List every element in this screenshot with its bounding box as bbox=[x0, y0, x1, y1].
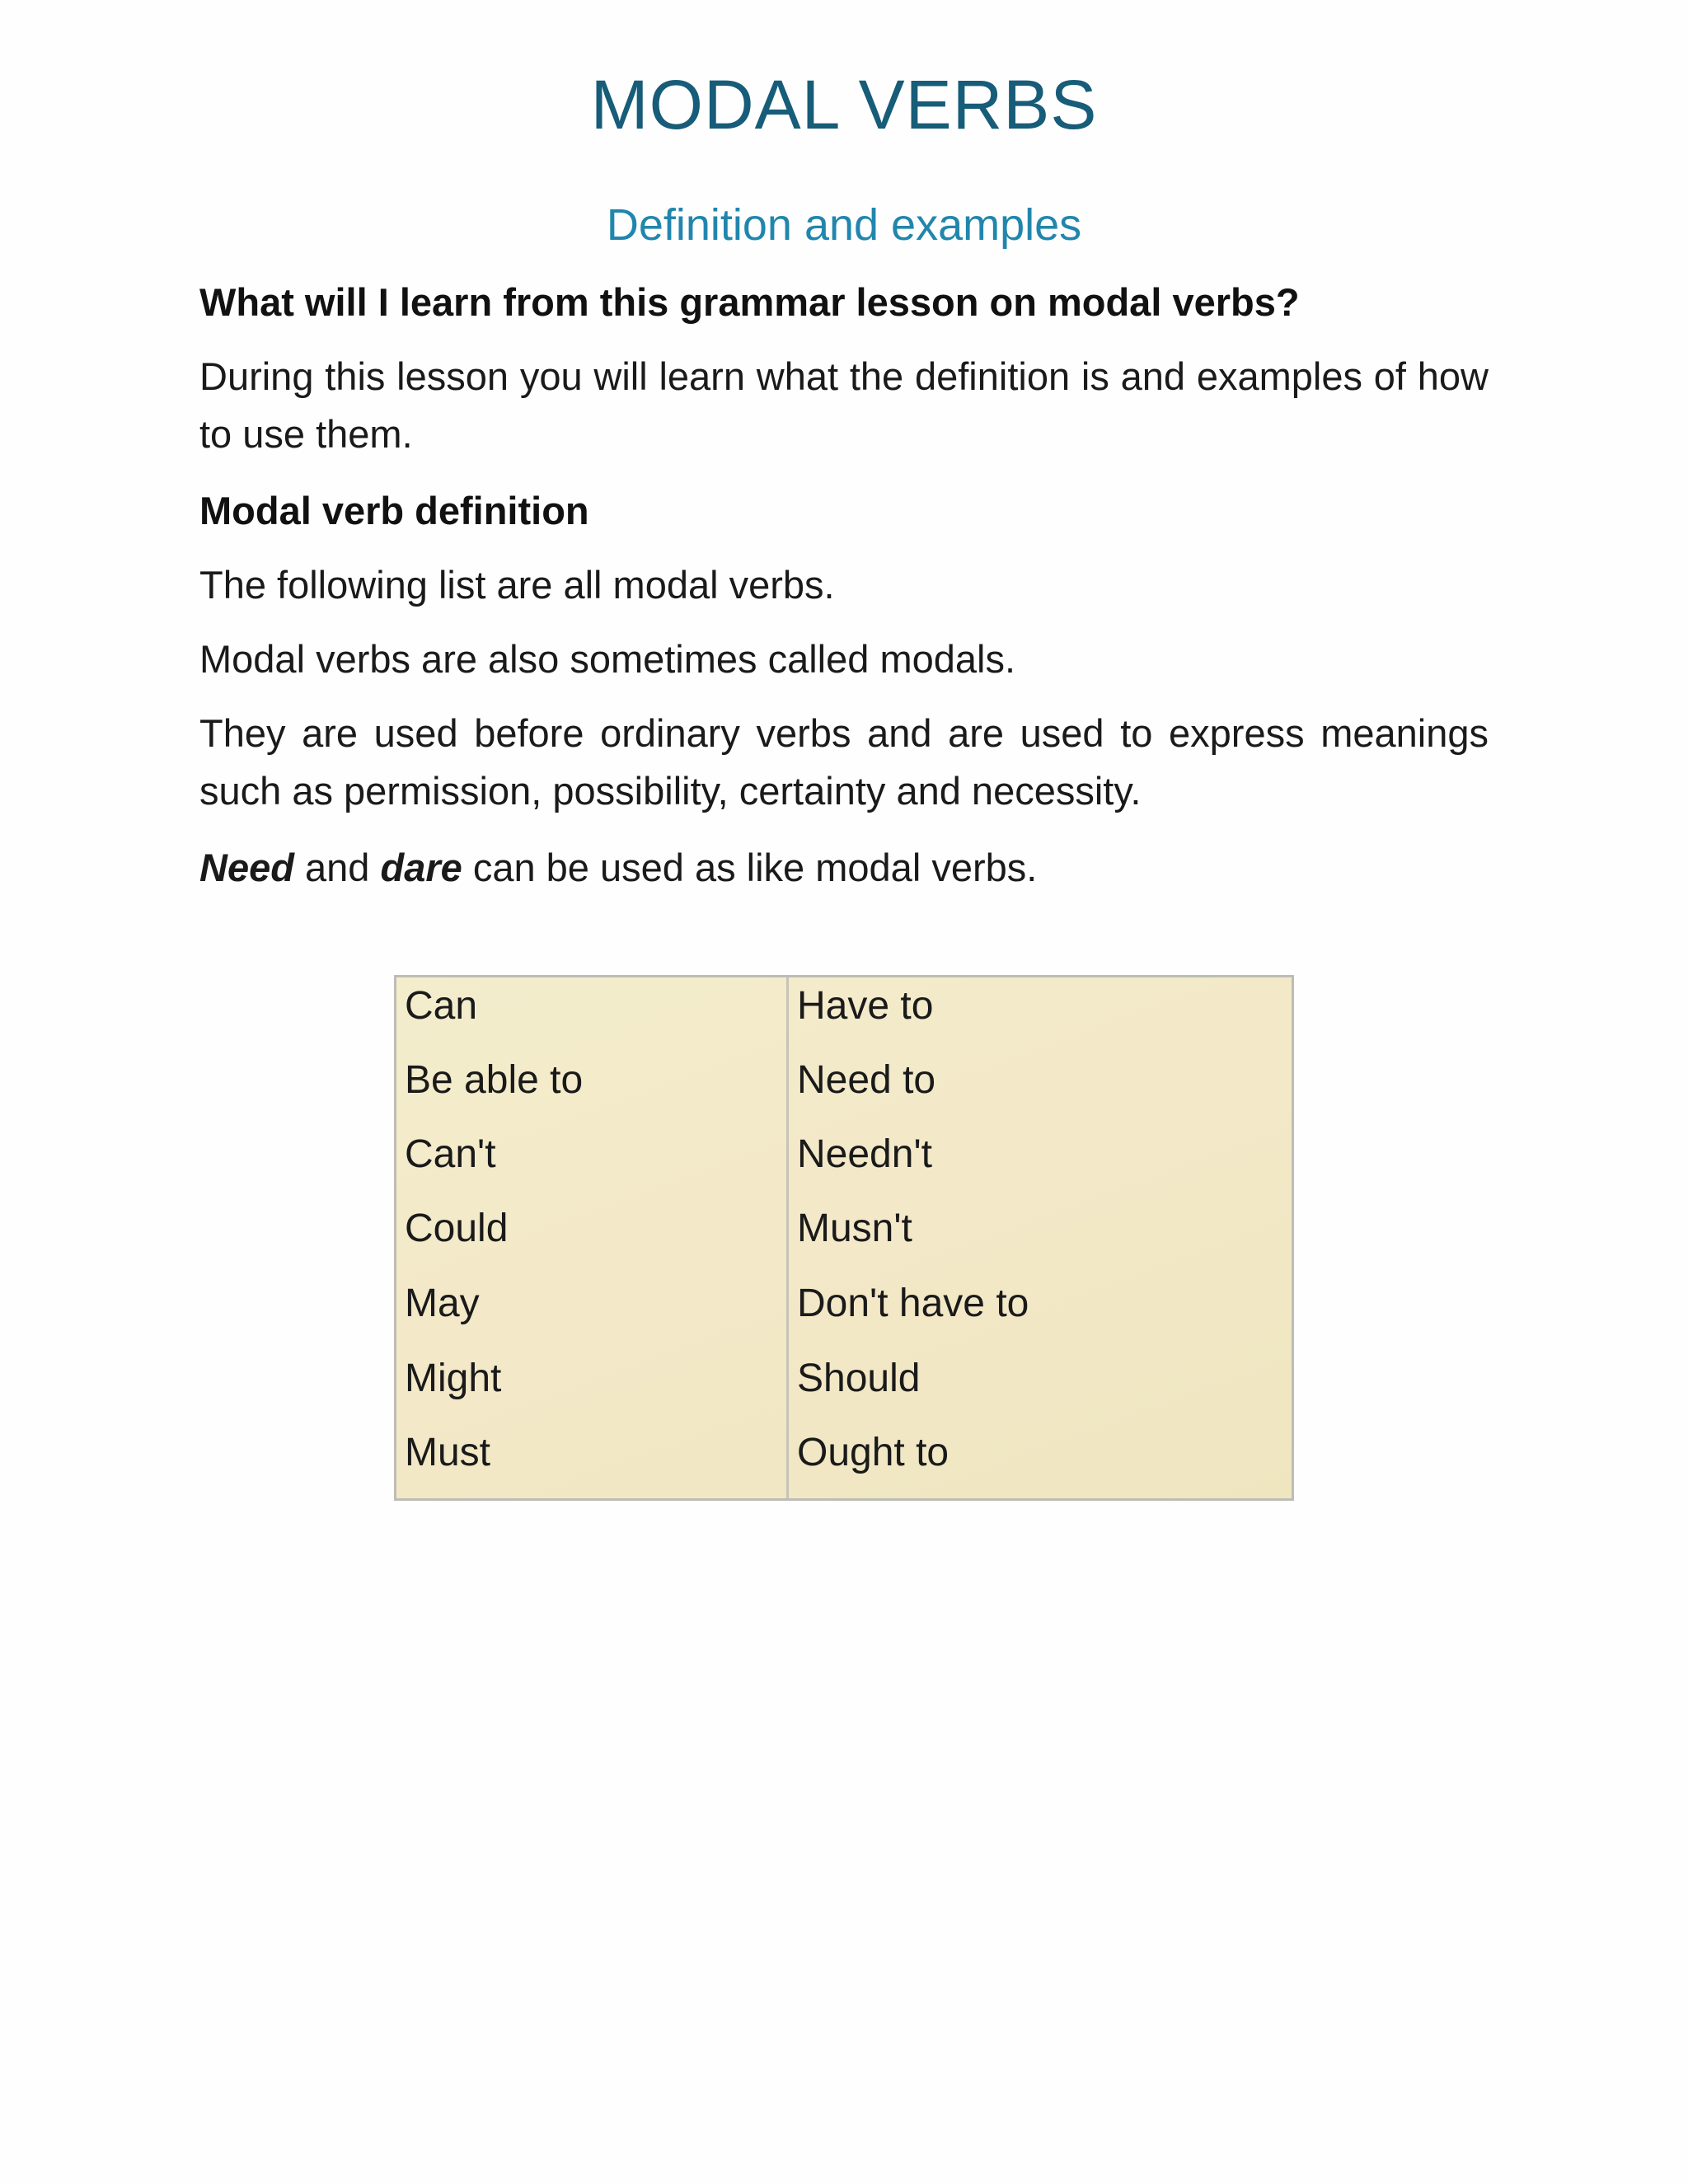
table-cell: Don't have to bbox=[797, 1282, 1029, 1325]
page-title: MODAL VERBS bbox=[590, 66, 1098, 143]
emphasis-need: Need bbox=[199, 846, 294, 889]
definition-paragraph-1: The following list are all modal verbs. bbox=[199, 563, 835, 607]
table-column-right bbox=[789, 977, 1292, 1498]
sentence-rest: can be used as like modal verbs. bbox=[462, 846, 1038, 889]
connector-text: and bbox=[293, 846, 381, 889]
table-cell: Can't bbox=[405, 1132, 496, 1176]
table-cell: Needn't bbox=[797, 1132, 932, 1176]
lesson-intro-paragraph: During this lesson you will learn what the definition is and examples of how to use them. bbox=[199, 354, 1489, 456]
table-cell: Be able to bbox=[405, 1058, 584, 1102]
table-cell: Must bbox=[405, 1431, 491, 1474]
table-cell: Can bbox=[405, 984, 478, 1028]
table-cell: Need to bbox=[797, 1058, 936, 1102]
table-cell: Musn't bbox=[797, 1207, 912, 1250]
table-column-left bbox=[396, 977, 789, 1498]
table-cell: Might bbox=[405, 1357, 502, 1400]
modal-verbs-table bbox=[394, 975, 1294, 1501]
definition-paragraph-2: Modal verbs are also sometimes called modals. bbox=[199, 637, 1016, 681]
definition-paragraph-4 bbox=[199, 839, 1489, 897]
table-cell: Should bbox=[797, 1357, 921, 1400]
table-cell: Could bbox=[405, 1207, 509, 1250]
table-cell: Have to bbox=[797, 984, 934, 1028]
definition-heading: Modal verb definition bbox=[199, 489, 589, 532]
emphasis-dare: dare bbox=[380, 846, 462, 889]
definition-paragraph-3: They are used before ordinary verbs and are used to express meanings such as permission, possibility, certainty and necessity. bbox=[199, 711, 1489, 813]
table-cell: Ought to bbox=[797, 1431, 950, 1474]
table-cell: May bbox=[405, 1282, 480, 1325]
lesson-question-heading: What will I learn from this grammar lesson on modal verbs? bbox=[199, 280, 1300, 324]
page-subtitle: Definition and examples bbox=[606, 200, 1082, 250]
